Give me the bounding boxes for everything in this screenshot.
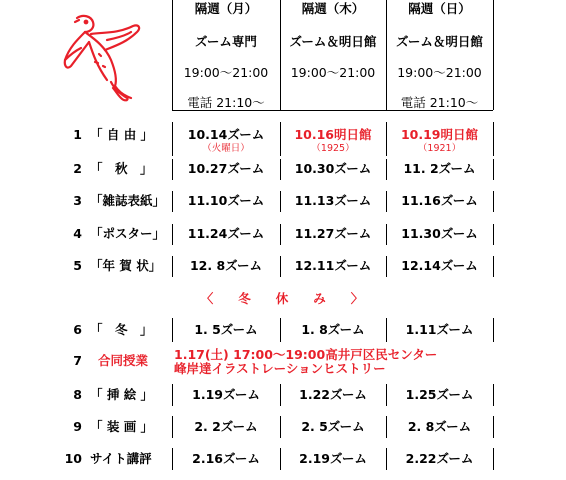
col-thu-venue: ズーム＆明日館 [289, 34, 377, 49]
sun-date: 11.30ズーム [401, 226, 478, 241]
column-divider [386, 0, 387, 110]
swallow-logo-icon [55, 10, 145, 109]
cell-divider [493, 256, 494, 277]
cell-divider [493, 122, 494, 156]
col-thu-frequency: 隔週（木） [301, 1, 365, 16]
session-number: 3 [73, 193, 82, 208]
thu-date: 1. 8ズーム [301, 322, 365, 337]
sun-date: 11.16ズーム [401, 193, 478, 208]
sun-date: 2. 8ズーム [407, 419, 472, 434]
thu-date: 11.13ズーム [294, 193, 372, 208]
session-title: 「ポスター」 [90, 226, 166, 241]
sun-date: 1.25ズーム [405, 387, 474, 402]
mon-date: 10.14ズーム [187, 127, 265, 142]
mon-date: 1.19ズーム [192, 387, 260, 402]
session-number: 7 [73, 353, 82, 368]
mon-date: 2.16ズーム [192, 451, 260, 466]
session-number: 5 [73, 258, 82, 273]
cell-divider [493, 318, 494, 342]
col-mon-frequency: 隔週（月） [194, 1, 258, 16]
column-divider [172, 0, 173, 110]
session-number: 1 [73, 127, 82, 142]
thu-date: 2.19ズーム [299, 451, 367, 466]
col-mon-phone: 電話 21:10～ [187, 95, 265, 110]
mon-date: 1. 5ズーム [194, 322, 258, 337]
mon-date: 10.27ズーム [187, 161, 265, 176]
thu-date: 11.27ズーム [294, 226, 372, 241]
cell-divider [493, 191, 494, 212]
sun-date: 2.22ズーム [405, 451, 474, 466]
joint-class-title: 合同授業 [98, 353, 149, 368]
session-number: 6 [73, 322, 82, 337]
session-title: 「雑誌表紙」 [90, 193, 166, 208]
thu-date: 2. 5ズーム [301, 419, 365, 434]
session-title: 「 秋 」 [90, 161, 153, 176]
thu-date: 12.11ズーム [294, 258, 372, 273]
session-title: 「 挿 絵 」 [90, 387, 154, 402]
session-number: 10 [64, 451, 82, 466]
sun-date: 10.19明日館 [400, 127, 479, 142]
col-sun-time: 19:00～21:00 [397, 65, 482, 80]
session-number: 4 [73, 226, 82, 241]
joint-class-details: 1.17(土) 17:00～19:00高井戸区民センター [174, 347, 438, 362]
mon-note: （火曜日） [202, 143, 250, 154]
winter-break-label: 〈 冬 休 み 〉 [200, 291, 364, 306]
session-title: 「 冬 」 [90, 322, 153, 337]
session-title: サイト講評 [90, 451, 152, 466]
sun-date: 1.11ズーム [405, 322, 474, 337]
sun-date: 11. 2ズーム [403, 161, 476, 176]
sun-date: 12.14ズーム [401, 258, 478, 273]
col-mon-time: 19:00～21:00 [183, 65, 269, 80]
header-rule [172, 110, 493, 111]
session-number: 9 [73, 419, 82, 434]
mon-date: 12. 8ズーム [189, 258, 263, 273]
mon-date: 11.24ズーム [187, 226, 265, 241]
cell-divider [493, 384, 494, 406]
session-title: 「 装 画 」 [90, 419, 154, 434]
session-number: 2 [73, 161, 82, 176]
mon-date: 2. 2ズーム [194, 419, 258, 434]
thu-note: （1925） [311, 143, 355, 154]
sun-note: （1921） [417, 143, 462, 154]
mon-date: 11.10ズーム [187, 193, 265, 208]
column-divider [280, 0, 281, 110]
cell-divider [493, 224, 494, 245]
col-sun-frequency: 隔週（日） [408, 1, 471, 16]
session-title: 「年 賀 状」 [90, 258, 162, 273]
column-divider [493, 0, 494, 110]
col-sun-phone: 電話 21:10～ [400, 95, 479, 110]
joint-class-theme: 峰岸達イラストレーションヒストリー [174, 361, 386, 376]
session-title: 「 自 由 」 [90, 127, 154, 142]
col-mon-venue: ズーム専門 [195, 34, 257, 49]
thu-date: 10.16明日館 [294, 127, 372, 142]
col-sun-venue: ズーム＆明日館 [396, 34, 483, 49]
cell-divider [493, 159, 494, 180]
session-number: 8 [73, 387, 82, 402]
thu-date: 10.30ズーム [294, 161, 372, 176]
cell-divider [493, 448, 494, 470]
thu-date: 1.22ズーム [299, 387, 367, 402]
col-thu-time: 19:00～21:00 [290, 65, 376, 80]
cell-divider [493, 416, 494, 438]
